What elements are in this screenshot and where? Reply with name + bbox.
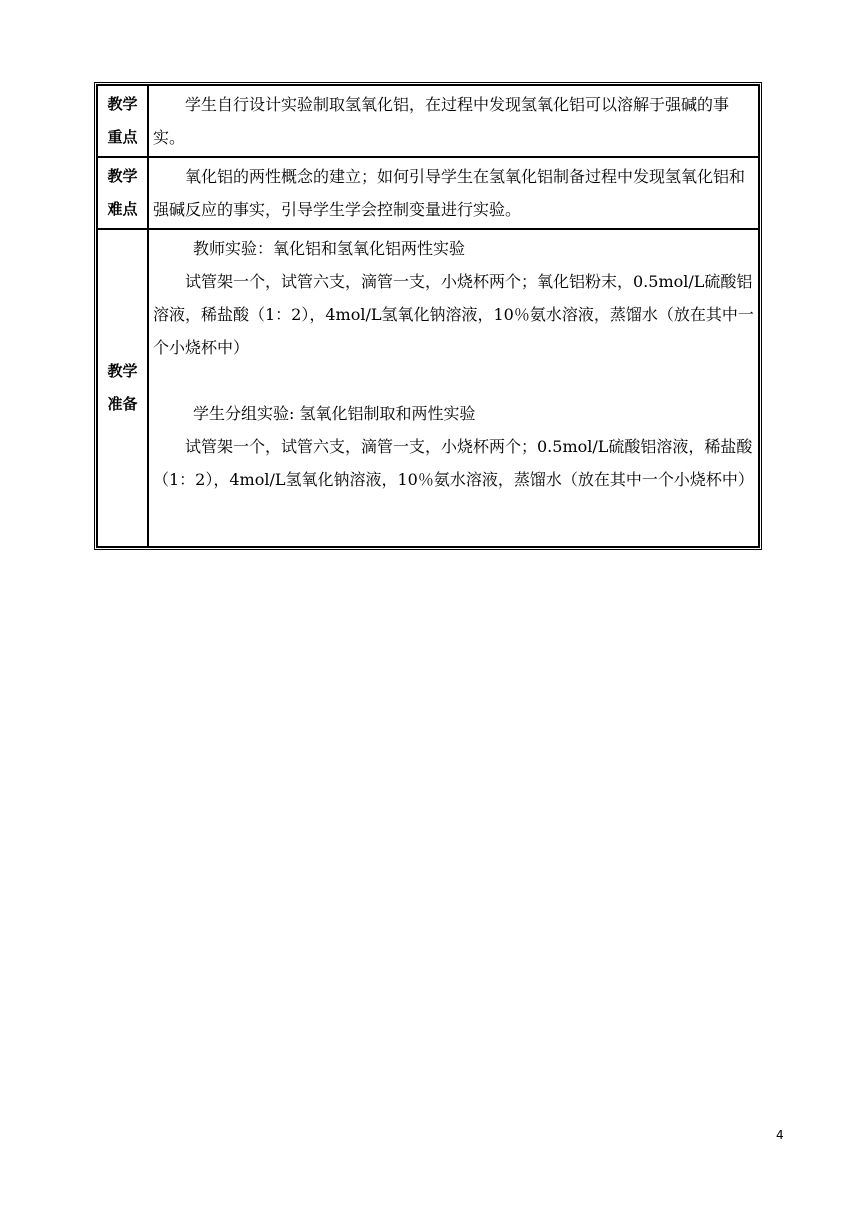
row-label-teaching-focus [97, 85, 148, 157]
row-label-teaching-preparation [97, 229, 148, 547]
label-line: 教学 [107, 362, 138, 380]
teacher-experiment-heading: 教师实验：氧化铝和氢氧化铝两性实验 [193, 239, 466, 258]
table-row-teaching-preparation [97, 229, 759, 547]
teaching-difficulty-text: 氧化铝的两性概念的建立；如何引导学生在氢氧化铝制备过程中发现氢氧化铝和强碱反应的事实，引导学生学会控制变量进行实验。 [153, 167, 746, 219]
label-line: 教学 [107, 167, 138, 185]
teaching-focus-text: 学生自行设计实验制取氢氧化铝，在过程中发现氢氧化铝可以溶解于强碱的事实。 [153, 95, 730, 147]
teaching-difficulty-content [148, 157, 759, 229]
label-line: 准备 [107, 395, 138, 413]
table-row-teaching-difficulty [97, 157, 759, 229]
row-label-teaching-difficulty [97, 157, 148, 229]
lesson-plan-table [94, 82, 762, 550]
student-experiment-heading: 学生分组实验: 氢氧化铝制取和两性实验 [193, 404, 476, 423]
student-experiment-materials: 试管架一个，试管六支，滴管一支，小烧杯两个；0.5mol/L硫酸铝溶液，稀盐酸（1：2），4mol/L氢氧化钠溶液，10％氨水溶液，蒸馏水（放在其中一个小烧杯中） [153, 437, 754, 489]
label-line: 教学 [107, 95, 138, 113]
teaching-preparation-content [148, 229, 759, 547]
table-row-teaching-focus [97, 85, 759, 157]
teaching-focus-content [148, 85, 759, 157]
teacher-experiment-materials: 试管架一个，试管六支，滴管一支，小烧杯两个；氧化铝粉末，0.5mol/L硫酸铝溶液，稀盐酸（1：2），4mol/L氢氧化钠溶液，10％氨水溶液，蒸馏水（放在其中一个小烧杯中） [153, 272, 754, 357]
paragraph-spacer [153, 364, 754, 397]
page-number: 4 [776, 1128, 784, 1142]
label-line: 难点 [107, 200, 138, 218]
label-line: 重点 [107, 128, 138, 146]
